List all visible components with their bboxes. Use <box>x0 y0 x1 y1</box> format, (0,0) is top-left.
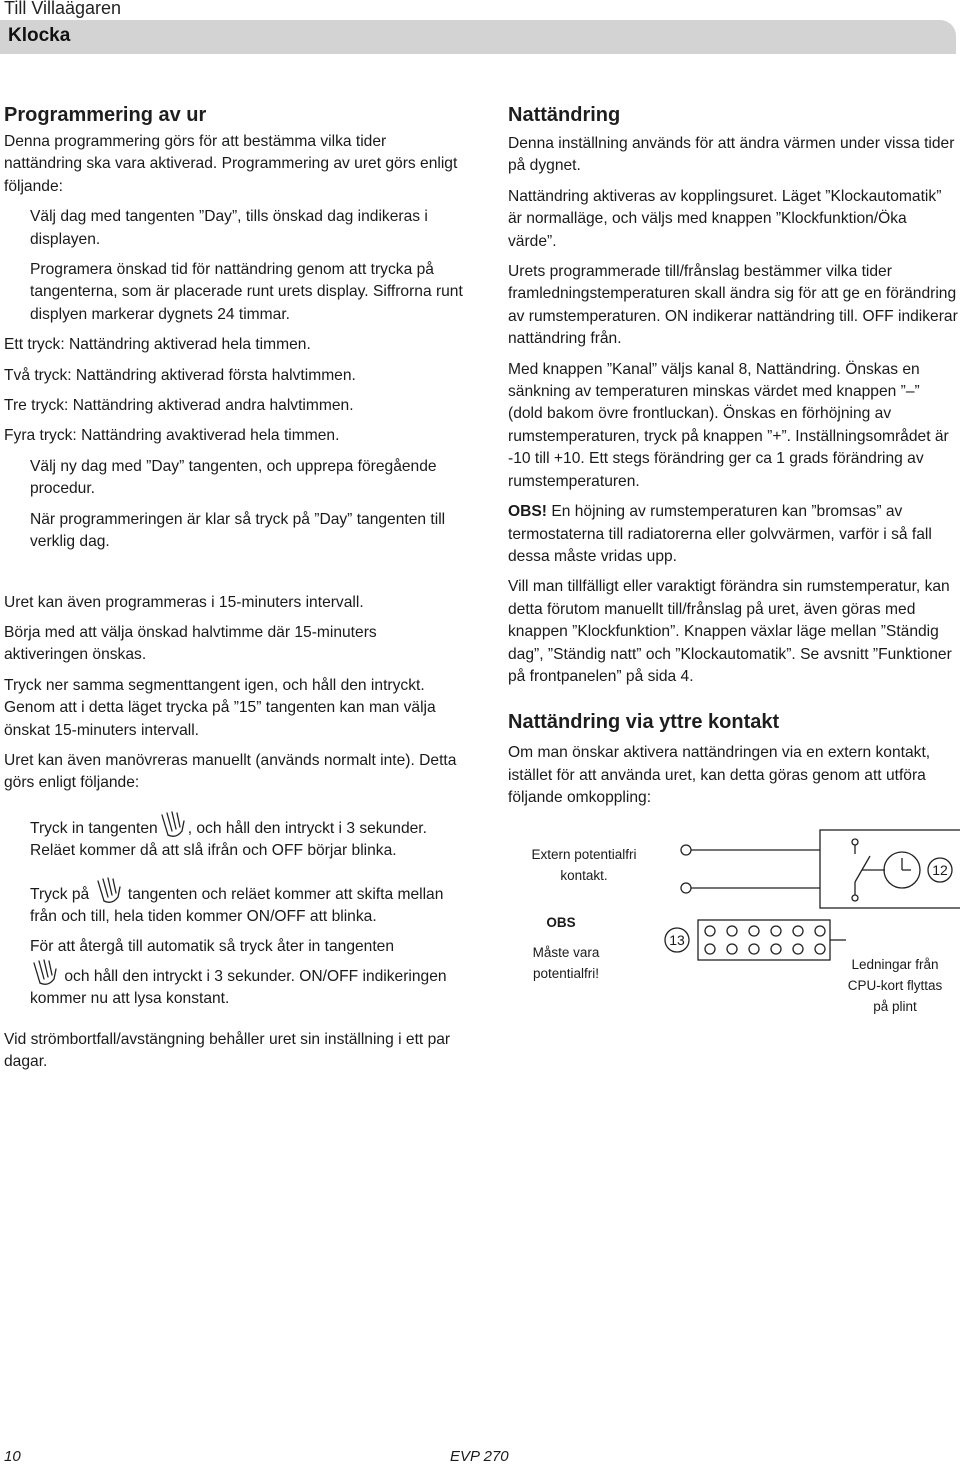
breadcrumb: Till Villaägaren <box>4 0 122 18</box>
paragraph: Välj dag med tangenten ”Day”, tills önskad dag indikeras i displayen. <box>30 208 428 248</box>
paragraph: Välj ny dag med ”Day” tangenten, och upprepa föregående procedur. <box>30 457 437 498</box>
section-header <box>0 20 956 54</box>
paragraph: OBS! En höjning av rumstemperaturen kan ”bromsas” av termostaterna till radiatorerna eller golvvärmen, varför i så fall dessa måste vridas upp. <box>508 503 932 565</box>
paragraph: Om man önskar aktivera nattändringen via en extern kontakt, istället för att använda uret, kan detta göras genom att utföra följande omkoppling: <box>508 744 931 807</box>
hand-icon <box>158 811 188 839</box>
paragraph: Tryck ner samma segmenttangent igen, och håll den intryckt. Genom att i detta läget trycka på ”15” tangenten kan man välja önskat 15-minuters intervall. <box>4 676 436 739</box>
paragraph: Fyra tryck: Nattändring avaktiverad hela timmen. <box>4 427 340 445</box>
hand-icon <box>30 959 60 987</box>
badge-12: 12 <box>932 862 948 878</box>
heading-yttre-kontakt: Nattändring via yttre kontakt <box>508 711 780 734</box>
paragraph: Uret kan även manövreras manuellt (används normalt inte). Detta görs enligt följande: <box>4 751 457 792</box>
paragraph: Tre tryck: Nattändring aktiverad andra halvtimmen. <box>4 397 354 415</box>
paragraph: Tryck in tangenten , och håll den intryckt i 3 sekunder. Reläet kommer då att slå ifrån och OFF börjar blinka. <box>4 811 464 863</box>
label-obs: OBS <box>546 915 576 930</box>
badge-13: 13 <box>669 932 685 948</box>
left-column <box>4 103 464 1073</box>
label-wires-moved: Ledningar från CPU-kort flyttas på plint <box>847 957 943 1014</box>
model-name: EVP 270 <box>450 1448 509 1465</box>
paragraph: För att återgå till automatik så tryck åter in tangenten och håll den intryckt i 3 sekunder. ON/OFF indikeringen kommer nu att lysa konstant. <box>30 938 447 1008</box>
obs-label: OBS! <box>508 503 547 521</box>
page-number: 10 <box>4 1448 21 1465</box>
paragraph: Med knappen ”Kanal” väljs kanal 8, Nattändring. Önskas en sänkning av temperaturen minskas värdet med knappen ”–” (dold bakom övre frontluckan). Önskas en förhöjning av rumstemperaturen, tryck på knappen ”+”. Inställningsområdet är -10 till +10. Ett stegs förändring ger ca 1 grads förändring av rumstemperaturen. <box>508 360 949 490</box>
paragraph: Uret kan även programmeras i 15-minuters intervall. <box>4 593 364 611</box>
heading-programmering: Programmering av ur <box>4 104 207 126</box>
paragraph: Vid strömbortfall/avstängning behåller uret sin inställning i ett par dagar. <box>4 1030 451 1070</box>
hand-icon <box>94 877 124 905</box>
paragraph: Börja med att välja önskad halvtimme där 15-minuters aktiveringen önskas. <box>4 623 377 664</box>
paragraph: Urets programmerade till/frånslag bestämmer vilka tider framledningstemperaturen skall ändra sig för att ge en förändring av rumstemperaturen. ON indikerar nattändring till. OFF indikerar nattändring från. <box>508 263 958 348</box>
paragraph: Denna inställning används för att ändra värmen under vissa tider på dygnet. <box>508 135 955 175</box>
paragraph: Två tryck: Nattändring aktiverad första halvtimmen. <box>4 366 356 384</box>
section-title: Klocka <box>8 25 71 46</box>
wiring-diagram <box>510 822 960 1032</box>
paragraph: Vill man tillfälligt eller varaktigt förändra sin rumstemperatur, kan detta förutom manuellt till/frånslag på uret, även göras med knappen ”Klockfunktion”. Knappen växlar läge mellan ”Ständig dag”, ”Ständig natt” och ”Klockautomatik”. Se avsnitt ”Funktioner på frontpanelen” på sida 4. <box>508 578 952 685</box>
right-column <box>508 103 958 810</box>
label-must-be-potential-free: Måste vara potentialfri! <box>532 945 600 981</box>
paragraph: När programmeringen är klar så tryck på ”Day” tangenten till verklig dag. <box>30 510 446 551</box>
paragraph: Tryck på tangenten och reläet kommer att skifta mellan från och till, hela tiden kommer ON/OFF att blinka. <box>4 877 464 929</box>
paragraph: Ett tryck: Nattändring aktiverad hela timmen. <box>4 336 311 354</box>
paragraph: Programera önskad tid för nattändring genom att trycka på tangenterna, som är placerade runt urets display. Siffrorna runt displyen markerar dygnets 24 timmar. <box>30 261 463 323</box>
heading-nattandring: Nattändring <box>508 104 621 126</box>
paragraph: Denna programmering görs för att bestämma vilka tider nattändring ska vara aktiverad. Programmering av uret görs enligt följande: <box>4 133 458 195</box>
label-external-contact: Extern potentialfri kontakt. <box>531 847 637 883</box>
paragraph: Nattändring aktiveras av kopplingsuret. Läget ”Klockautomatik” är normalläge, och väljs med knappen ”Klockfunktion/Öka värde”. <box>508 187 942 250</box>
